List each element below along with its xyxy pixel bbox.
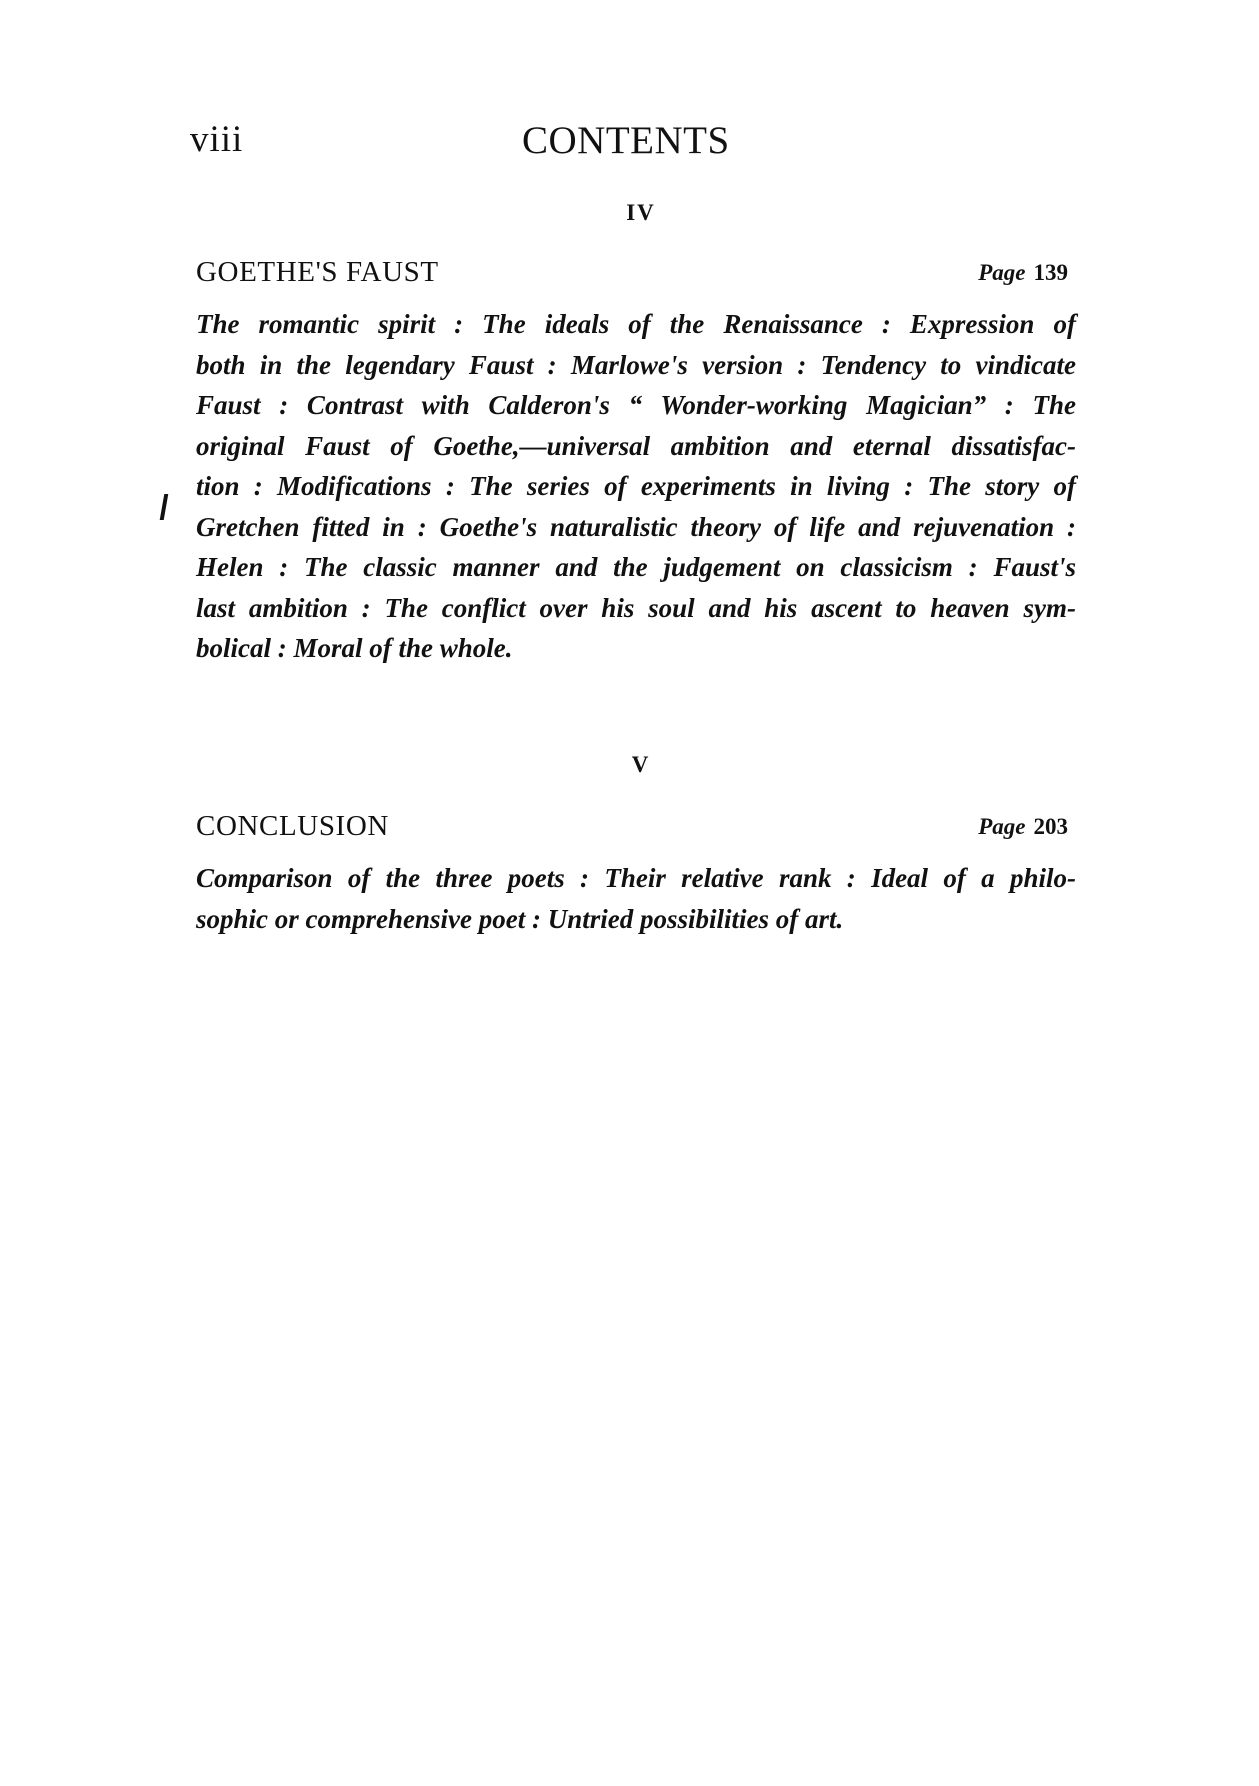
chapter-heading-row: [196, 256, 1076, 300]
summary-line: Gretchen fitted in : Goethe's naturalistic theory of life and rejuvenation :: [196, 511, 1076, 542]
page-reference-number: 203: [1033, 814, 1068, 839]
summary-line: bolical : Moral of the whole.: [196, 633, 513, 663]
page-reference-number: 139: [1033, 260, 1068, 285]
summary-line: last ambition : The conflict over his soul and his ascent to heaven sym-: [196, 592, 1076, 623]
summary-line: Comparison of the three poets : Their relative rank : Ideal of a philo-: [196, 863, 1076, 893]
contents-section-v: [196, 752, 1076, 939]
page-reference-label: Page: [978, 260, 1026, 285]
section-numeral: IV: [626, 200, 656, 225]
chapter-summary: [196, 304, 1076, 669]
margin-mark: [160, 494, 169, 520]
summary-line: sophic or comprehensive poet : Untried possibilities of art.: [196, 903, 844, 934]
summary-line: The romantic spirit : The ideals of the Renaissance : Expression of: [196, 309, 1076, 339]
contents-section-iv: [196, 200, 1076, 669]
summary-line: original Faust of Goethe,—universal ambition and eternal dissatisfac-: [196, 430, 1076, 461]
summary-line: tion : Modifications : The series of experiments in living : The story of: [196, 471, 1076, 501]
page-title: CONTENTS: [522, 119, 730, 162]
summary-line: Helen : The classic manner and the judgement on classicism : Faust's: [196, 552, 1076, 582]
chapter-title: GOETHE'S FAUST: [196, 256, 439, 288]
chapter-title: CONCLUSION: [196, 810, 389, 842]
summary-line: both in the legendary Faust : Marlowe's version : Tendency to vindicate: [196, 349, 1076, 380]
summary-line: Faust : Contrast with Calderon's “ Wonder-working Magician” : The: [196, 390, 1076, 420]
running-head: [190, 118, 1090, 168]
page-reference: [978, 814, 1068, 840]
page-reference: [978, 260, 1068, 286]
section-numeral: V: [631, 752, 651, 777]
page-reference-label: Page: [978, 814, 1026, 839]
page-number: viii: [190, 119, 244, 160]
chapter-heading-row: [196, 810, 1076, 854]
chapter-summary: [196, 858, 1076, 939]
